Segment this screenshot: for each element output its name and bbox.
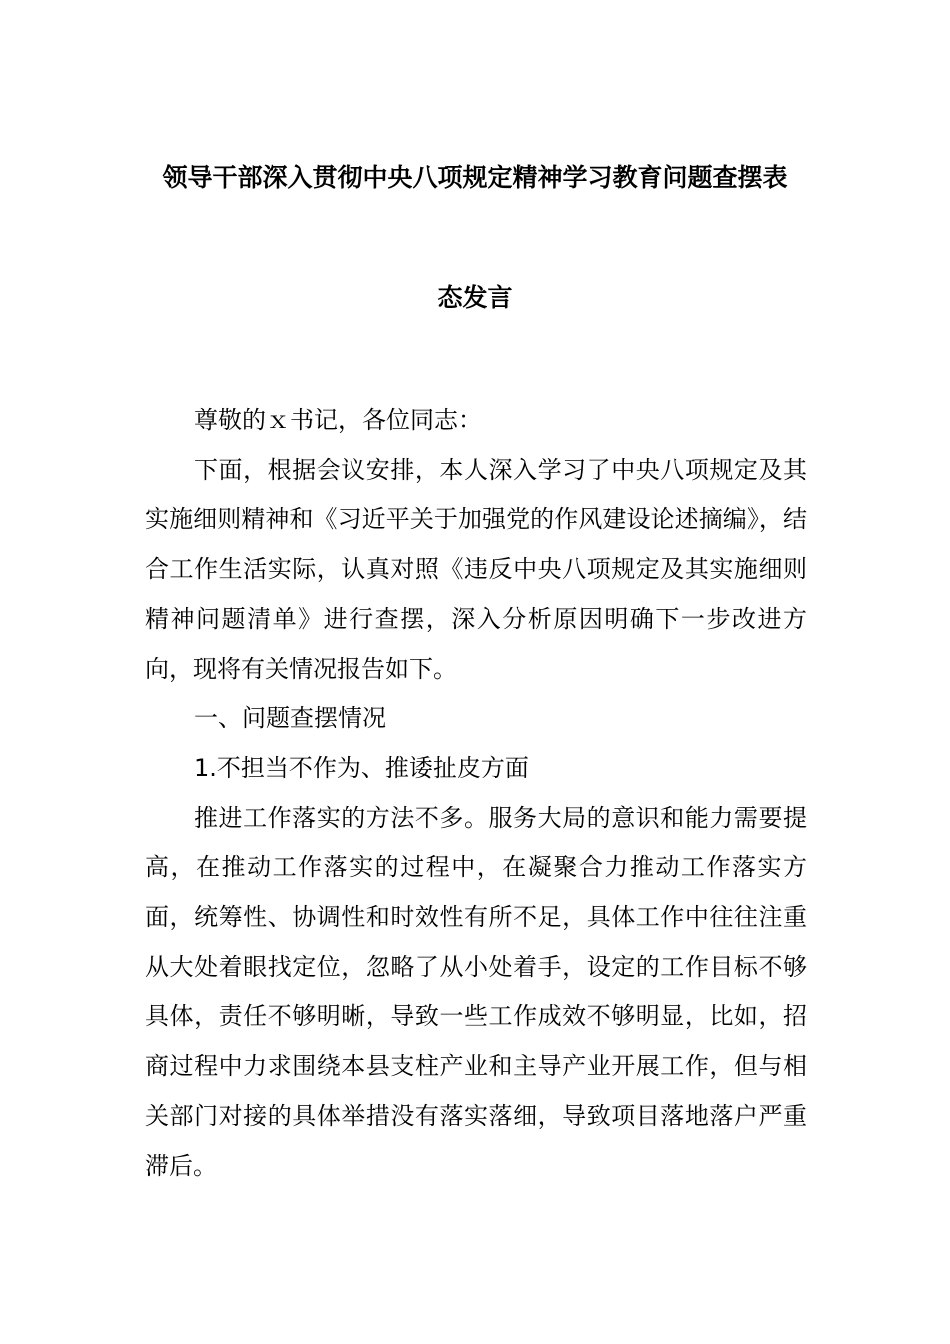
intro-paragraph: 下面，根据会议安排，本人深入学习了中央八项规定及其实施细则精神和《习近平关于加强党的作风建设论述摘编》，结合工作生活实际，认真对照《违反中央八项规定及其实施细则精神问题清单》进行查摆，深入分析原因明确下一步改进方向，现将有关情况报告如下。 [145, 455, 807, 683]
body-paragraph: 推进工作落实的方法不多。服务大局的意识和能力需要提高，在推动工作落实的过程中，在凝聚合力推动工作落实方面，统筹性、协调性和时效性有所不足，具体工作中往往注重从大处着眼找定位，忽略了从小处着手，设定的工作目标不够具体，责任不够明晰，导致一些工作成效不够明显，比如，招商过程中力求围绕本县支柱产业和主导产业开展工作，但与相关部门对接的具体举措没有落实落细，导致项目落地落户严重滞后。 [145, 803, 807, 1180]
section-heading: 一、问题查摆情况 [194, 704, 386, 733]
document-title-line-2: 态发言 [437, 283, 513, 312]
subsection-heading: 1.不担当不作为、推诿扯皮方面 [194, 753, 529, 782]
document-title-line-1: 领导干部深入贯彻中央八项规定精神学习教育问题查摆表 [162, 163, 788, 192]
document-body [145, 396, 807, 1191]
salutation: 尊敬的ｘ书记，各位同志： [194, 406, 482, 434]
